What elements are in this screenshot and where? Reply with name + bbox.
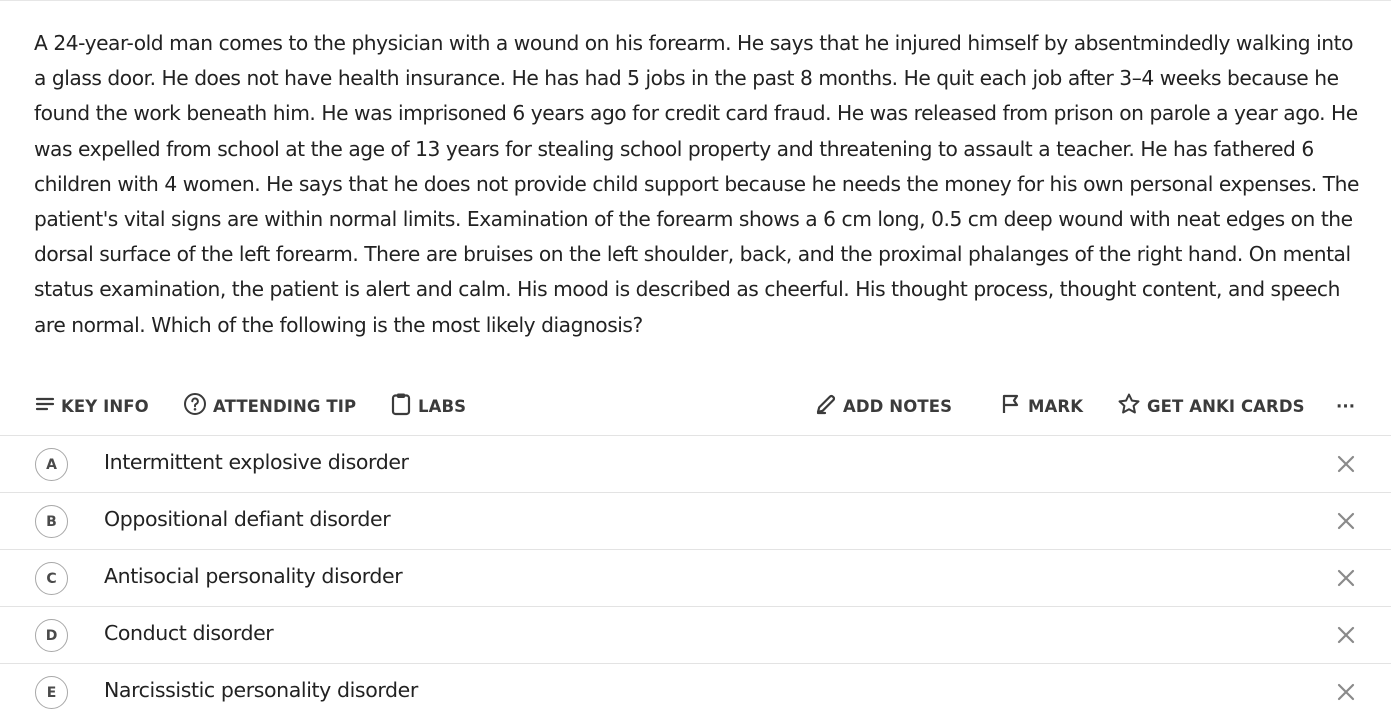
attending-tip-button[interactable] xyxy=(183,386,356,426)
pencil-icon xyxy=(815,393,837,419)
add-notes-button[interactable] xyxy=(815,386,952,426)
answer-text: Intermittent explosive disorder xyxy=(104,450,409,474)
question-stem: A 24-year-old man comes to the physician with a wound on his forearm. He says that he injured himself by absentmindedly walking into a glass door. He does not have health insurance. He has had 5 jobs in the past 8 months. He quit each job after 3–4 weeks because he found the work beneath him. He was imprisoned 6 years ago for credit card fraud. He was released from prison on parole a year ago. He was expelled from school at the age of 13 years for stealing school property and threatening to assault a teacher. He has fathered 6 children with 4 women. He says that he does not provide child support because he needs the money for his own personal expenses. The patient's vital signs are within normal limits. Examination of the forearm shows a 6 cm long, 0.5 cm deep wound with neat edges on the dorsal surface of the left forearm. There are bruises on the left shoulder, back, and the proximal phalanges of the right hand. On mental status examination, the patient is alert and calm. His mood is described as cheerful. His thought process, thought content, and speech are normal. Which of the following is the most likely diagnosis? xyxy=(34,31,1359,337)
close-icon[interactable] xyxy=(1336,682,1356,702)
question-toolbar xyxy=(0,386,1391,426)
flag-icon xyxy=(1000,393,1022,419)
answer-letter: C xyxy=(35,562,68,595)
top-divider xyxy=(0,0,1391,1)
close-icon[interactable] xyxy=(1336,511,1356,531)
answer-text: Oppositional defiant disorder xyxy=(104,507,391,531)
answer-choice-d[interactable] xyxy=(0,606,1391,663)
star-icon xyxy=(1117,392,1141,420)
get-anki-cards-button[interactable] xyxy=(1117,386,1305,426)
mark-label: MARK xyxy=(1028,396,1084,416)
close-icon[interactable] xyxy=(1336,454,1356,474)
answer-letter: D xyxy=(35,619,68,652)
more-options-button[interactable] xyxy=(1336,386,1355,426)
answer-choices xyxy=(0,435,1391,711)
list-icon xyxy=(35,396,55,416)
answer-choice-e[interactable] xyxy=(0,663,1391,711)
get-anki-cards-label: GET ANKI CARDS xyxy=(1147,396,1305,416)
answer-letter: A xyxy=(35,448,68,481)
answer-text: Narcissistic personality disorder xyxy=(104,678,418,702)
more-label: ··· xyxy=(1336,396,1356,416)
answer-letter: B xyxy=(35,505,68,538)
attending-tip-label: ATTENDING TIP xyxy=(213,396,357,416)
answer-text: Conduct disorder xyxy=(104,621,274,645)
labs-button[interactable] xyxy=(390,386,466,426)
answer-choice-b[interactable] xyxy=(0,492,1391,549)
question-circle-icon xyxy=(183,392,207,420)
close-icon[interactable] xyxy=(1336,625,1356,645)
answer-letter: E xyxy=(35,676,68,709)
answer-text: Antisocial personality disorder xyxy=(104,564,403,588)
add-notes-label: ADD NOTES xyxy=(843,396,953,416)
close-icon[interactable] xyxy=(1336,568,1356,588)
key-info-button[interactable] xyxy=(35,386,149,426)
clipboard-icon xyxy=(390,392,412,420)
answer-choice-a[interactable] xyxy=(0,435,1391,492)
key-info-label: KEY INFO xyxy=(61,396,149,416)
mark-button[interactable] xyxy=(1000,386,1083,426)
labs-label: LABS xyxy=(418,396,467,416)
answer-choice-c[interactable] xyxy=(0,549,1391,606)
